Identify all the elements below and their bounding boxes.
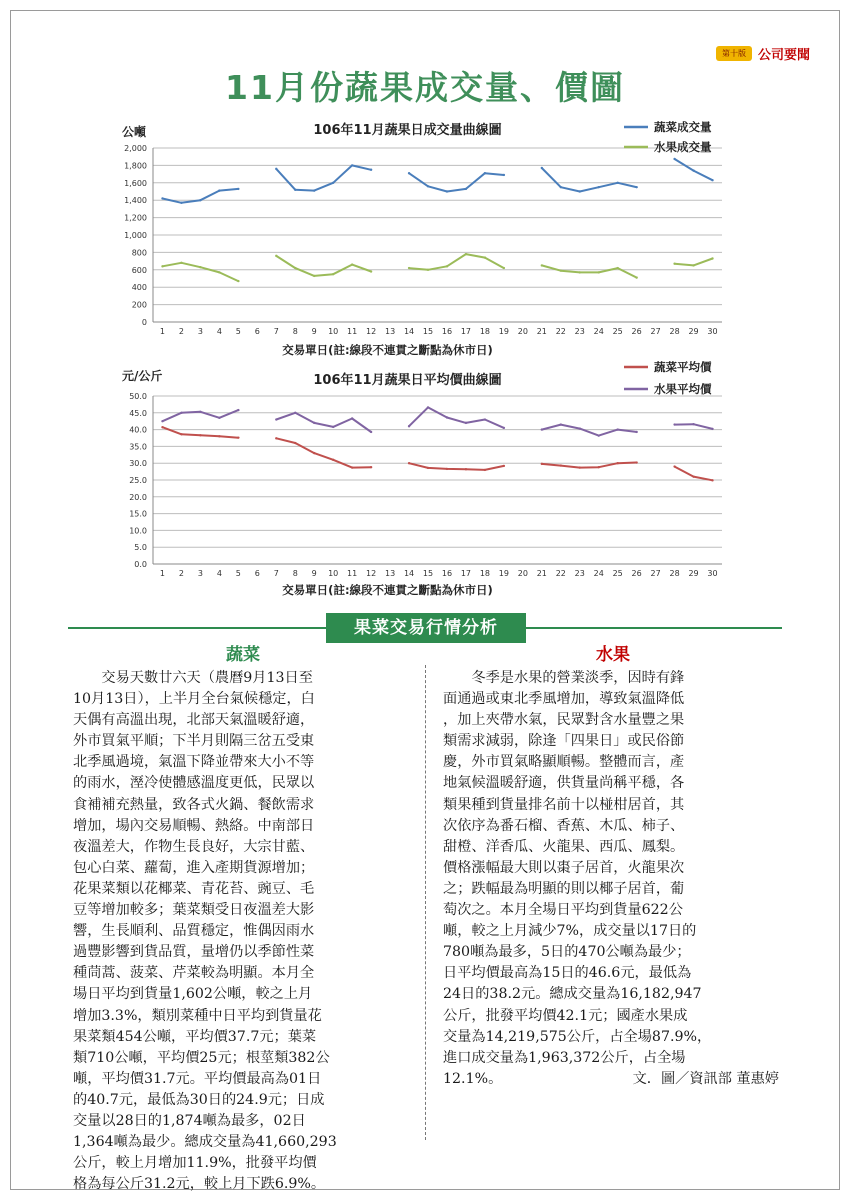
fruit-price-point xyxy=(635,431,637,433)
y-tick-label: 1,400 xyxy=(124,196,147,206)
fruit-price-point xyxy=(180,412,182,414)
x-tick-label: 13 xyxy=(384,569,396,578)
vegetable-article-line: 格為每公斤31.2元，較上月下跌6.9%。 xyxy=(73,1176,326,1193)
fruit-price-point xyxy=(161,420,163,422)
vegetable-article-line: 增加，場內交易順暢、熱絡。中南部日 xyxy=(73,817,315,834)
x-tick-label: 25 xyxy=(612,327,623,336)
fruit-price-line-segment xyxy=(542,425,637,436)
vegetable-article-line: 交易天數廿六天（農曆9月13日至 xyxy=(73,670,313,686)
vegetable-volume-point xyxy=(673,158,675,160)
fruit-volume-line-segment xyxy=(276,256,371,276)
y-tick-label: 0 xyxy=(141,318,147,327)
vegetable-price-point xyxy=(616,462,618,464)
vegetable-article-line: 交量以28日的1,874噸為最多，02日 xyxy=(73,1112,306,1129)
y-tick-label: 45.0 xyxy=(129,408,147,418)
fruit-article-line: 萄次之。本月全場日平均到貨量622公 xyxy=(443,902,683,919)
chart-title: 106年11月蔬果日成交量曲線圖 xyxy=(313,123,502,138)
x-tick-label: 19 xyxy=(498,569,509,578)
x-tick-label: 17 xyxy=(460,327,472,336)
x-tick-label: 27 xyxy=(650,569,661,578)
vegetable-price-line-segment xyxy=(675,467,713,481)
x-tick-label: 1 xyxy=(159,327,166,336)
fruit-price-point xyxy=(351,417,353,419)
vegetable-volume-point xyxy=(180,202,182,204)
y-tick-label: 1,000 xyxy=(124,231,147,240)
x-tick-label: 3 xyxy=(197,327,203,336)
vegetable-price-point xyxy=(351,466,353,468)
x-tick-label: 29 xyxy=(688,569,699,578)
fruit-article-line: 類需求減弱，除逢「四果日」或民俗節 xyxy=(443,733,685,750)
vegetable-heading: 蔬菜 xyxy=(226,645,260,665)
fruit-volume-point xyxy=(370,270,372,272)
x-tick-label: 7 xyxy=(273,569,279,578)
vegetable-volume-point xyxy=(161,197,163,199)
x-tick-label: 10 xyxy=(328,569,339,578)
vegetable-price-point xyxy=(313,452,315,454)
fruit-volume-point xyxy=(484,256,486,258)
fruit-price-point xyxy=(332,426,334,428)
fruit-price-point xyxy=(275,418,277,420)
x-tick-label: 12 xyxy=(366,327,377,336)
vegetable-article-line: 公斤，較上月增加11.9%，批發平均價 xyxy=(73,1155,317,1172)
vegetable-article-line: 花果菜類以花椰菜、青花苔、豌豆、毛 xyxy=(73,880,315,897)
x-tick-label: 5 xyxy=(235,327,241,336)
y-tick-label: 35.0 xyxy=(129,442,147,452)
x-tick-label: 8 xyxy=(292,569,298,578)
x-tick-label: 28 xyxy=(669,327,680,336)
x-tick-label: 26 xyxy=(631,327,642,336)
fruit-price-point xyxy=(711,428,713,430)
fruit-article-line: 交量為14,219,575公斤，占全場87.9%， xyxy=(443,1028,712,1045)
y-tick-label: 0.0 xyxy=(134,560,147,569)
fruit-price-point xyxy=(370,431,372,433)
column-divider xyxy=(425,665,426,1140)
vegetable-article-line: 果菜類454公噸，平均價37.7元；葉菜 xyxy=(73,1028,317,1045)
chart-title: 106年11月蔬果日平均價曲線圖 xyxy=(313,373,502,388)
x-tick-label: 22 xyxy=(555,327,566,336)
vegetable-article-line: 1,364噸為最少。總成交量為41,660,293 xyxy=(73,1134,337,1151)
fruit-price-point xyxy=(294,412,296,414)
fruit-volume-point xyxy=(180,262,182,264)
vegetable-price-point xyxy=(408,462,410,464)
article-credit: 文．圖／資訊部 董惠婷 xyxy=(632,1070,779,1087)
x-tick-label: 21 xyxy=(536,569,547,578)
vegetable-price-point xyxy=(541,463,543,465)
fruit-volume-point xyxy=(503,267,505,269)
fruit-article-line: 之；跌幅最為明顯的則以椰子居首，葡 xyxy=(443,880,685,897)
vegetable-article-line: 種茼蒿、菠菜、芹菜較為明顯。本月全 xyxy=(73,965,315,982)
vegetable-price-point xyxy=(465,468,467,470)
vegetable-volume-point xyxy=(635,186,637,188)
fruit-article-line: 日平均價最高為15日的46.6元，最低為 xyxy=(443,965,692,982)
volume-chart xyxy=(0,112,850,362)
vegetable-article-line: 噸，平均價31.7元。平均價最高為01日 xyxy=(73,1070,322,1087)
fruit-price-point xyxy=(598,434,600,436)
x-tick-label: 23 xyxy=(574,327,585,336)
fruit-price-point xyxy=(692,423,694,425)
vegetable-price-point xyxy=(427,467,429,469)
legend-label: 蔬菜平均價 xyxy=(654,360,712,374)
fruit-volume-point xyxy=(465,253,467,255)
vegetable-volume-point xyxy=(484,172,486,174)
vegetable-volume-point xyxy=(313,189,315,191)
x-tick-label: 9 xyxy=(311,569,317,578)
vegetable-article-line: 場日平均到貨量1,602公噸，較之上月 xyxy=(73,986,313,1003)
fruit-volume-point xyxy=(294,267,296,269)
x-tick-label: 25 xyxy=(612,569,623,578)
vegetable-volume-point xyxy=(332,182,334,184)
x-tick-label: 7 xyxy=(273,327,279,336)
fruit-volume-point xyxy=(692,264,694,266)
y-tick-label: 50.0 xyxy=(129,392,147,401)
x-tick-label: 11 xyxy=(347,569,358,578)
x-tick-label: 23 xyxy=(574,569,585,578)
vegetable-volume-point xyxy=(692,169,694,171)
vegetable-price-point xyxy=(692,475,694,477)
vegetable-price-point xyxy=(237,436,239,438)
legend-label: 蔬菜成交量 xyxy=(654,120,712,134)
fruit-price-point xyxy=(427,406,429,408)
vegetable-volume-point xyxy=(351,164,353,166)
vegetable-article-line: 的40.7元，最低為30日的24.9元；日成 xyxy=(73,1091,325,1108)
section-name: 公司要聞 xyxy=(757,48,810,63)
fruit-price-point xyxy=(579,427,581,429)
vegetable-price-point xyxy=(579,466,581,468)
fruit-volume-point xyxy=(199,266,201,268)
fruit-price-point xyxy=(503,427,505,429)
y-tick-label: 1,800 xyxy=(124,161,147,171)
fruit-volume-line-segment xyxy=(163,263,239,281)
x-tick-label: 18 xyxy=(479,569,491,578)
x-tick-label: 15 xyxy=(422,569,434,578)
x-tick-label: 24 xyxy=(593,327,604,336)
fruit-price-point xyxy=(218,417,220,419)
vegetable-volume-point xyxy=(541,167,543,169)
y-tick-label: 30.0 xyxy=(129,459,147,469)
fruit-price-line-segment xyxy=(409,407,504,428)
fruit-heading: 水果 xyxy=(596,645,630,665)
price-chart xyxy=(0,360,850,604)
vegetable-volume-line-segment xyxy=(542,168,637,192)
x-tick-label: 4 xyxy=(216,569,222,578)
vegetable-volume-point xyxy=(408,172,410,174)
y-tick-label: 600 xyxy=(131,265,147,275)
fruit-price-point xyxy=(408,425,410,427)
vegetable-volume-point xyxy=(294,189,296,191)
x-tick-label: 19 xyxy=(498,327,509,336)
x-tick-label: 13 xyxy=(384,327,396,336)
fruit-article-line: 進口成交量為1,963,372公斤，占全場 xyxy=(443,1049,686,1066)
fruit-volume-point xyxy=(635,276,637,278)
fruit-article-line: 冬季是水果的營業淡季，因時有鋒 xyxy=(443,670,685,686)
legend-label: 水果成交量 xyxy=(654,140,712,154)
y-tick-label: 20.0 xyxy=(129,492,147,502)
fruit-volume-point xyxy=(616,267,618,269)
vegetable-volume-point xyxy=(503,174,505,176)
fruit-volume-point xyxy=(275,255,277,257)
vegetable-article-line: 外市買氣平順；下半月則隔三岔五受東 xyxy=(73,733,315,750)
fruit-article-line: 面通過或東北季風增加，導致氣溫降低 xyxy=(443,691,685,708)
fruit-volume-point xyxy=(427,269,429,271)
vegetable-price-point xyxy=(161,426,163,428)
vegetable-price-point xyxy=(446,468,448,470)
y-tick-label: 2,000 xyxy=(124,144,147,153)
x-tick-label: 15 xyxy=(422,327,434,336)
fruit-price-point xyxy=(237,409,239,411)
fruit-article-line: 780噸為最多，5日的470公噸為最少； xyxy=(443,944,691,961)
vegetable-price-point xyxy=(199,434,201,436)
x-tick-label: 16 xyxy=(441,569,453,578)
x-tick-label: 29 xyxy=(688,327,699,336)
x-tick-label: 18 xyxy=(479,327,491,336)
vegetable-volume-point xyxy=(579,190,581,192)
x-tick-label: 8 xyxy=(292,327,298,336)
vegetable-article-line: 增加3.3%，類別菜種中日平均到貨量花 xyxy=(73,1007,322,1024)
fruit-article-line: 12.1%。 文．圖／資訊部 董惠婷 xyxy=(443,1069,779,1090)
fruit-article-line: 慶，外市買氣略顯順暢。整體而言，產 xyxy=(443,754,685,771)
x-tick-label: 30 xyxy=(707,569,718,578)
x-axis-label: 交易單日(註:線段不連貫之斷點為休市日) xyxy=(282,583,493,597)
x-tick-label: 5 xyxy=(235,569,241,578)
fruit-volume-point xyxy=(161,265,163,267)
fruit-volume-point xyxy=(711,257,713,259)
x-tick-label: 30 xyxy=(707,327,718,336)
x-tick-label: 27 xyxy=(650,327,661,336)
x-tick-label: 2 xyxy=(178,569,184,578)
x-tick-label: 6 xyxy=(254,327,260,336)
fruit-price-point xyxy=(446,416,448,418)
x-tick-label: 12 xyxy=(366,569,377,578)
fruit-volume-point xyxy=(218,271,220,273)
vegetable-volume-point xyxy=(711,179,713,181)
fruit-price-point xyxy=(541,428,543,430)
x-axis-label: 交易單日(註:線段不連貫之斷點為休市日) xyxy=(282,343,493,357)
vegetable-price-point xyxy=(332,459,334,461)
x-tick-label: 1 xyxy=(159,569,166,578)
fruit-volume-line-segment xyxy=(409,254,504,270)
vegetable-price-point xyxy=(635,461,637,463)
vegetable-price-point xyxy=(484,469,486,471)
fruit-article-line: 價格漲幅最大則以棗子居首，火龍果次 xyxy=(443,859,685,876)
fruit-price-point xyxy=(199,411,201,413)
vegetable-article-line: 10月13日），上半月全台氣候穩定，白 xyxy=(73,691,315,708)
edition-tag: 第十版 xyxy=(716,46,752,61)
fruit-article-line: 類果種到貨量排名前十以椪柑居首，其 xyxy=(443,796,685,813)
vegetable-article-line: 的雨水，溼冷使體感溫度更低，民眾以 xyxy=(73,775,315,792)
vegetable-volume-point xyxy=(218,189,220,191)
y-tick-label: 200 xyxy=(131,300,147,310)
y-tick-label: 1,200 xyxy=(124,213,147,223)
fruit-volume-point xyxy=(579,271,581,273)
fruit-volume-point xyxy=(446,265,448,267)
y-tick-label: 40.0 xyxy=(129,425,147,435)
fruit-volume-point xyxy=(408,267,410,269)
vegetable-volume-point xyxy=(598,186,600,188)
x-tick-label: 17 xyxy=(460,569,472,578)
vegetable-volume-point xyxy=(446,190,448,192)
vegetable-article xyxy=(73,668,410,1195)
vegetable-volume-line-segment xyxy=(276,165,371,190)
y-tick-label: 400 xyxy=(131,283,147,293)
x-tick-label: 6 xyxy=(254,569,260,578)
vegetable-volume-point xyxy=(560,186,562,188)
fruit-article-line: 地氣候溫暖舒適，供貨量尚稱平穩，各 xyxy=(443,775,685,792)
x-tick-label: 10 xyxy=(328,327,339,336)
fruit-volume-point xyxy=(237,280,239,282)
fruit-article-line: ，加上夾帶水氣，民眾對含水量豐之果 xyxy=(443,712,685,729)
vegetable-price-point xyxy=(711,479,713,481)
vegetable-article-line: 食補補充熱量，致各式火鍋、餐飲需求 xyxy=(73,796,315,813)
x-tick-label: 3 xyxy=(197,569,203,578)
fruit-volume-point xyxy=(313,275,315,277)
vegetable-volume-point xyxy=(275,168,277,170)
vegetable-article-line: 過豐影響到貨品質，量增仍以季節性菜 xyxy=(73,944,315,961)
vegetable-volume-point xyxy=(237,188,239,190)
fruit-article-line: 甜橙、洋香瓜、火龍果、西瓜、鳳梨。 xyxy=(443,838,685,855)
y-axis-unit: 公噸 xyxy=(122,125,147,139)
vegetable-article-line: 響，生長順利、品質穩定，惟偶因雨水 xyxy=(73,923,315,940)
fruit-price-point xyxy=(484,418,486,420)
vegetable-price-point xyxy=(673,465,675,467)
page-title: 11月份蔬果成交量、價圖 xyxy=(225,68,625,107)
y-axis-unit: 元/公斤 xyxy=(122,369,163,383)
x-tick-label: 24 xyxy=(593,569,604,578)
vegetable-price-point xyxy=(370,466,372,468)
y-tick-label: 1,600 xyxy=(124,178,147,188)
x-tick-label: 9 xyxy=(311,327,317,336)
x-tick-label: 2 xyxy=(178,327,184,336)
vegetable-article-line: 豆等增加較多；葉菜類受日夜溫差大影 xyxy=(73,902,315,919)
newsletter-badge xyxy=(716,44,810,63)
x-tick-label: 22 xyxy=(555,569,566,578)
vegetable-volume-point xyxy=(199,199,201,201)
x-tick-label: 28 xyxy=(669,569,680,578)
fruit-volume-point xyxy=(541,264,543,266)
vegetable-price-point xyxy=(275,437,277,439)
analysis-heading: 果菜交易行情分析 xyxy=(326,613,526,643)
vegetable-price-point xyxy=(598,466,600,468)
fruit-volume-point xyxy=(332,273,334,275)
x-tick-label: 26 xyxy=(631,569,642,578)
x-tick-label: 4 xyxy=(216,327,222,336)
y-tick-label: 800 xyxy=(131,248,147,258)
fruit-volume-point xyxy=(560,269,562,271)
fruit-price-point xyxy=(313,422,315,424)
vegetable-price-point xyxy=(560,464,562,466)
fruit-price-point xyxy=(465,422,467,424)
vegetable-price-point xyxy=(294,442,296,444)
vegetable-article-line: 包心白菜、蘿蔔，進入產期貨源增加； xyxy=(73,859,315,876)
fruit-article xyxy=(443,668,779,1090)
x-tick-label: 16 xyxy=(441,327,453,336)
fruit-article-line: 次依序為番石榴、香蕉、木瓜、柿子、 xyxy=(443,817,685,834)
y-tick-label: 25.0 xyxy=(129,476,147,485)
fruit-volume-point xyxy=(351,263,353,265)
y-tick-label: 5.0 xyxy=(134,543,147,553)
vegetable-article-line: 北季風過境，氣溫下降並帶來大小不等 xyxy=(73,754,315,771)
x-tick-label: 14 xyxy=(403,327,415,336)
vegetable-article-line: 類710公噸，平均價25元；根莖類382公 xyxy=(73,1049,330,1066)
fruit-price-point xyxy=(673,423,675,425)
x-tick-label: 20 xyxy=(517,569,528,578)
fruit-volume-point xyxy=(598,271,600,273)
x-tick-label: 14 xyxy=(403,569,415,578)
vegetable-volume-point xyxy=(616,182,618,184)
fruit-price-point xyxy=(616,428,618,430)
y-tick-label: 10.0 xyxy=(129,526,147,536)
vegetable-price-line-segment xyxy=(409,463,504,470)
vegetable-volume-point xyxy=(465,188,467,190)
fruit-article-line: 噸，較之上月減少7%，成交量以17日的 xyxy=(443,923,697,940)
vegetable-article-line: 夜溫差大，作物生長良好，大宗甘藍、 xyxy=(73,838,315,855)
vegetable-volume-point xyxy=(370,169,372,171)
x-tick-label: 21 xyxy=(536,327,547,336)
vegetable-article-line: 天偶有高溫出現，北部天氣溫暖舒適， xyxy=(73,712,315,729)
x-tick-label: 11 xyxy=(347,327,358,336)
vegetable-price-point xyxy=(218,435,220,437)
vegetable-price-point xyxy=(180,433,182,435)
fruit-article-line: 公斤，批發平均價42.1元；國產水果成 xyxy=(443,1007,688,1024)
y-tick-label: 15.0 xyxy=(129,509,147,519)
fruit-price-point xyxy=(560,423,562,425)
vegetable-volume-point xyxy=(427,185,429,187)
fruit-article-line: 24日的38.2元。總成交量為16,182,947 xyxy=(443,986,702,1003)
legend-label: 水果平均價 xyxy=(654,382,712,396)
vegetable-price-point xyxy=(503,465,505,467)
x-tick-label: 20 xyxy=(517,327,528,336)
fruit-volume-point xyxy=(673,263,675,265)
fruit-volume-line-segment xyxy=(542,265,637,277)
